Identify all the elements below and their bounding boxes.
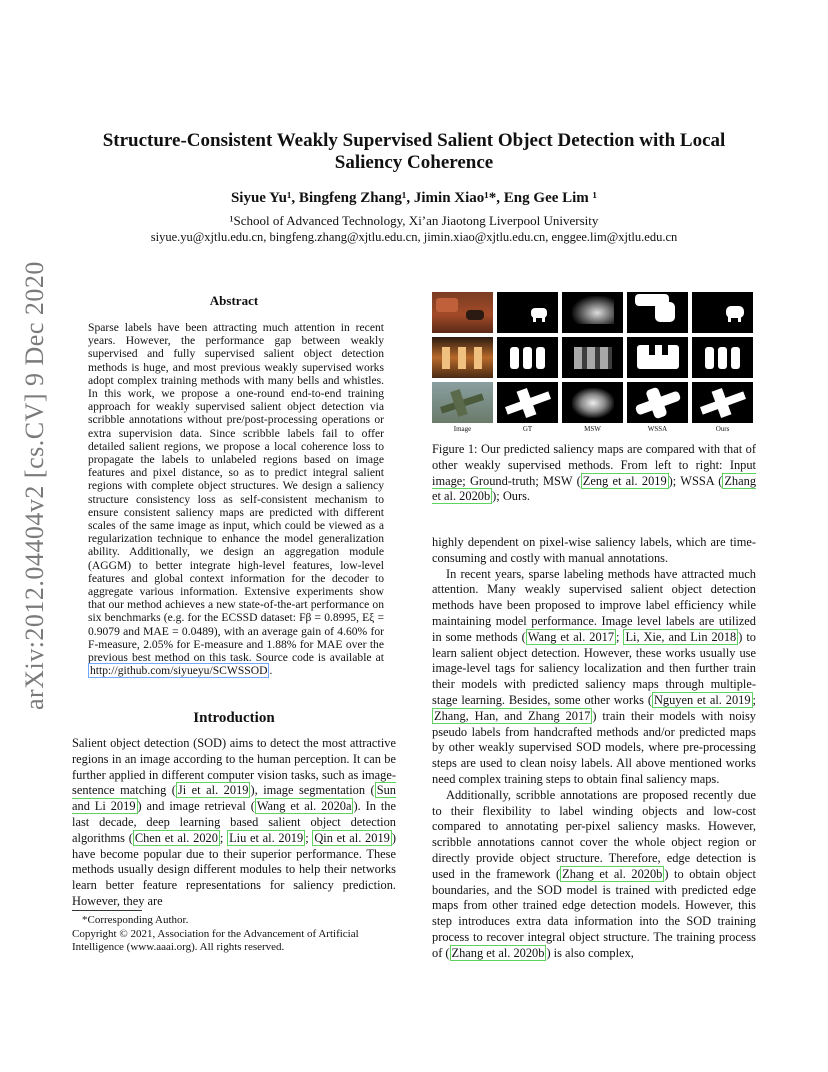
gt-map-horse: [497, 292, 558, 333]
citation-link[interactable]: Zhang et al. 2020b: [451, 945, 545, 960]
emails: siyue.yu@xjtlu.edu.cn, bingfeng.zhang@xjtlu.edu.cn, jimin.xiao@xjtlu.edu.cn, enggee.lim@xjtlu.edu.cn: [150, 230, 678, 244]
wssa-map-plane: [627, 382, 688, 423]
paper-title: Structure-Consistent Weakly Supervised Salient Object Detection with Local Saliency Coherence: [102, 130, 726, 173]
input-image-statues: [432, 337, 493, 378]
arxiv-stamp: arXiv:2012.04404v2 [cs.CV] 9 Dec 2020: [20, 261, 49, 710]
gt-map-statues: [497, 337, 558, 378]
input-image-plane: [432, 382, 493, 423]
figure-caption: Figure 1: Our predicted saliency maps are compared with that of other weakly supervised methods. From left to right: Input image; Ground-truth; MSW ( Zeng et al. 2019 ); WSSA ( Zhang et al. 2020b ); Ours.: [432, 442, 757, 504]
msw-map-statues: [562, 337, 623, 378]
input-image-horse: [432, 292, 493, 333]
right-column-body: highly dependent on pixel-wise saliency labels, which are time-consuming and costly with manual annotations. In recent years, sparse labeling methods have attracted much attention. Many weakly supervised salient object detection methods have been proposed to improve label efficiency while maintaining model performance. Image level labels are utilized in some methods ( Wang et al. 2017 ; Li, Xie, and Lin 2018 ) to learn salient object detection. However, these works usually use image-level tags for saliency localization and then further train their models with predicted saliency maps through multiple-stage learning. Besides, some other works ( Nguyen et al. 2019 ; Zhang, Han, and Zhang 2017 ) train their models with noisy pseudo labels from handcrafted methods and/or predicted maps by other weakly supervised SOD models, where pre-processing steps are used to clean noisy labels. All above mentioned works need complex training steps to obtain final saliency maps. Additionally, scribble annotations are proposed recently due to their flexibility to label winding objects and low-cost compared to annotating per-pixel saliency masks. However, scribble annotations cannot cover the whole object region or directly provide object structure. Therefore, edge detection is used in the framework ( Zhang et al. 2020b ) to obtain object boundaries, and the SOD model is trained with predicted edge maps from other trained edge detection models. However, this step introduces extra data information into the SOD training process to recover integral object structure. The training process of ( Zhang et al. 2020b ) is also complex,: [432, 535, 757, 960]
gt-map-plane: [497, 382, 558, 423]
citation-link[interactable]: Zhang et al. 2020b: [562, 866, 663, 881]
citation-link[interactable]: Sun and Li 2019: [72, 783, 396, 814]
citation-link[interactable]: Liu et al. 2019: [229, 830, 304, 845]
source-code-link[interactable]: http://github.com/siyueyu/SCWSSOD: [90, 664, 268, 678]
authors: Siyue Yu¹, Bingfeng Zhang¹, Jimin Xiao¹*, Eng Gee Lim ¹: [230, 190, 598, 206]
introduction-heading: Introduction: [193, 710, 275, 726]
wssa-map-horse: [627, 292, 688, 333]
ours-map-horse: [692, 292, 753, 333]
figure-1: [432, 292, 757, 433]
citation-link[interactable]: Chen et al. 2020: [134, 830, 218, 845]
citation-link[interactable]: Li, Xie, and Lin 2018: [625, 629, 737, 644]
ours-map-statues: [692, 337, 753, 378]
citation-link[interactable]: Zhang, Han, and Zhang 2017: [434, 708, 591, 723]
msw-map-horse: [562, 292, 623, 333]
affiliation: ¹School of Advanced Technology, Xi’an Jiaotong Liverpool University: [229, 213, 599, 228]
citation-link[interactable]: Wang et al. 2017: [527, 629, 615, 644]
wssa-map-statues: [627, 337, 688, 378]
citation-link[interactable]: Qin et al. 2019: [314, 830, 390, 845]
citation-link[interactable]: Zhang et al. 2020b: [432, 473, 757, 504]
introduction-body: Salient object detection (SOD) aims to detect the most attractive regions in an image according to the human perception. It can be further applied in different computer vision tasks, such as image-sentence matching ( Ji et al. 2019 ), image segmentation ( Sun and Li 2019 ) and image retrieval ( Wang et al. 2020a ). In the last decade, deep learning based salient object detection algorithms ( Chen et al. 2020 ; Liu et al. 2019 ; Qin et al. 2019 ) have become popular due to their superior performance. These methods usually design different modules to help their networks learn better feature representations for saliency prediction. However, they are: [72, 736, 396, 908]
abstract-body: Sparse labels have been attracting much attention in recent years. However, the performance gap between weakly supervised and fully supervised salient object detection methods is huge, and most previous weakly supervised works adopt complex training methods with many bells and whistles. In this work, we propose a one-round end-to-end training approach for weakly supervised salient object detection via scribble annotations without pre/post-processing operations or extra supervision data. Since scribble labels fail to offer detailed salient regions, we propose a local coherence loss to propagate the labels to unlabeled regions based on image features and pixel distance, so as to predict integral salient regions with complete object structures. We design a saliency structure consistency loss as self-consistent mechanism to ensure consistent saliency maps are predicted with different scales of the same image as input, which could be viewed as a regularization technique to enhance the model generalization ability. Additionally, we design an aggregation module (AGGM) to better integrate high-level features, low-level features and global context information for the decoder to aggregate various information. Extensive experiments show that our method achieves a new state-of-the-art performance on six benchmarks (e.g. for the ECSSD dataset: Fβ = 0.8995, Eξ = 0.9079 and MAE = 0.0489), with an average gain of 4.60% for F-measure, 2.05% for E-measure and 1.88% for MAE over the previous best method on this task. Source code is available at http://github.com/siyueyu/SCWSSOD .: [88, 321, 384, 678]
citation-link[interactable]: Nguyen et al. 2019: [653, 692, 751, 707]
footnote: *Corresponding Author. Copyright © 2021, Association for the Advancement of Artificial Intelligence (www.aaai.org). All rights reserved.: [72, 914, 359, 953]
citation-link[interactable]: Ji et al. 2019: [177, 783, 249, 798]
msw-map-plane: [562, 382, 623, 423]
figure-column-labels: Image GT MSW WSSA Ours: [453, 425, 730, 433]
citation-link[interactable]: Zeng et al. 2019: [582, 473, 667, 488]
ours-map-plane: [692, 382, 753, 423]
citation-link[interactable]: Wang et al. 2020a: [256, 799, 352, 814]
footnote-divider: [72, 910, 142, 911]
abstract-heading: Abstract: [209, 293, 259, 308]
